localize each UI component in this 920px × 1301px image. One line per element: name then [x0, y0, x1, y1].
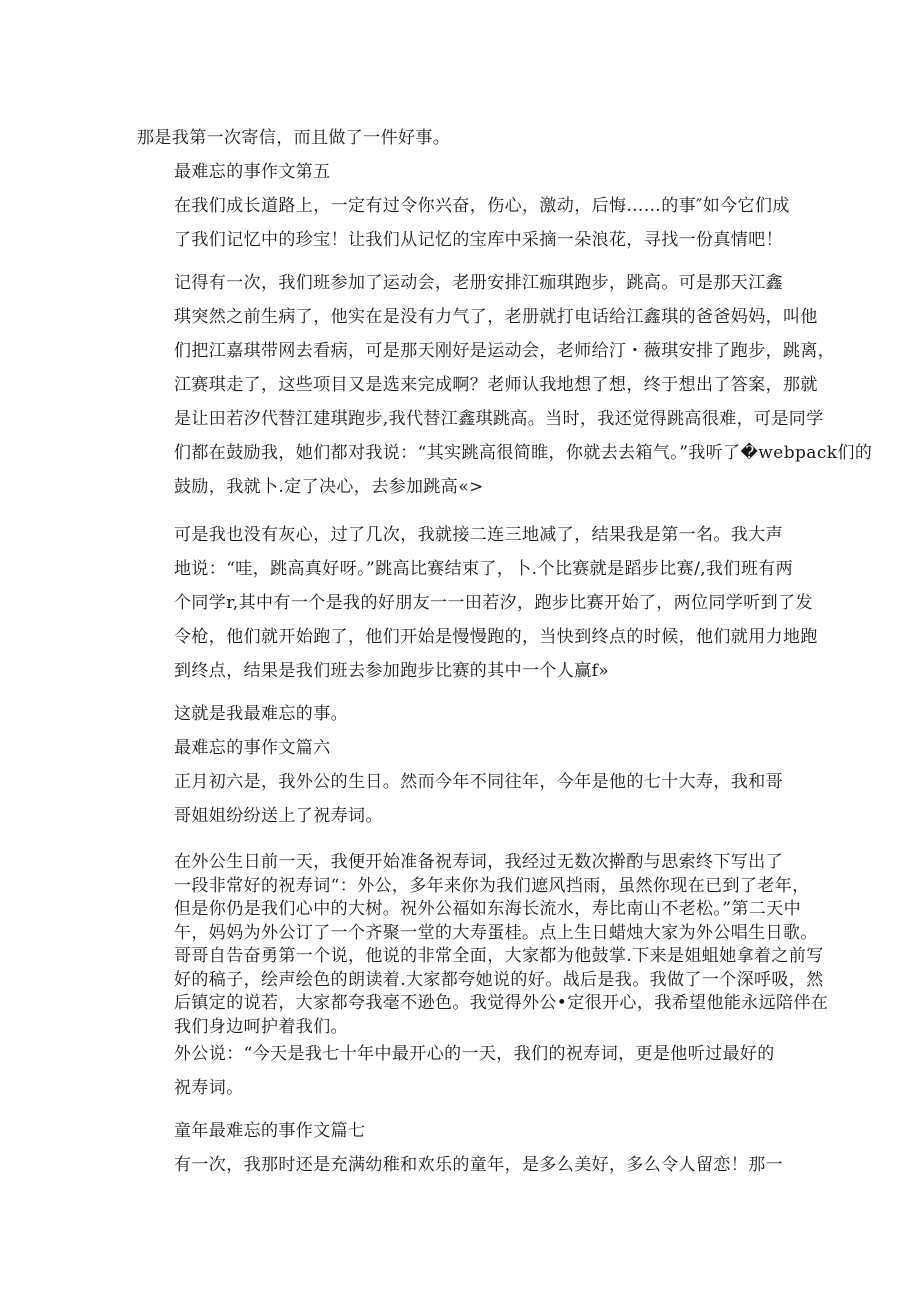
text-line: 江赛琪走了，这些项目又是选来完成啊？老师认我地想了想，终于想出了答案，那就	[174, 375, 818, 395]
paragraph-10	[137, 1037, 777, 1105]
text-line: 正月初六是，我外公的生日。然而今年不同往年，今年是他的七十大寿，我和哥	[174, 772, 783, 792]
text-line: 祝寿词。	[174, 1078, 244, 1098]
paragraph-5	[137, 518, 818, 688]
paragraph-1	[137, 121, 777, 155]
section-heading-6	[137, 731, 777, 765]
text-line: 令枪，他们就开始跑了，他们开始是慢慢跑的，当快到终点的时候，他们就用力地跑	[174, 627, 818, 647]
text-line: 到终点，结果是我们班去参加跑步比赛的其中一个人赢f»	[174, 661, 610, 681]
paragraph-4	[137, 266, 873, 504]
paragraph-6	[137, 697, 777, 731]
text-line: 记得有一次，我们班参加了运动会，老册安排江痂琪跑步，跳高。可是那天江鑫	[174, 273, 783, 293]
text-line: 有一次，我那时还是充满幼稚和欢乐的童年，是多么美好，多么令人留恋！那一	[174, 1155, 783, 1175]
text-line: 午，妈妈为外公订了一个齐聚一堂的大寿蛋桂。点上生日蜡烛大家为外公唱生日歌。	[174, 922, 818, 943]
text-line: 后镇定的说若，大家都夸我毫不逊色。我觉得外公•定很开心，我希望他能永远陪伴在	[174, 993, 829, 1013]
section-heading-7	[137, 1114, 777, 1148]
text-line: 了我们记忆中的珍宝！让我们从记忆的宝库中采摘一朵浪花，寻找一份真情吧！	[174, 230, 783, 250]
text-line: 一段非常好的祝寿词“：外公，多年来你为我们遮风挡雨，虽然你现在已到了老年，	[174, 875, 810, 896]
text-line: 童年最难忘的事作文篇七	[174, 1121, 366, 1141]
text-line: 地说：“哇，跳高真好呀。”跳高比赛结束了，卜.个比赛就是蹈步比赛/,我们班有两	[174, 559, 794, 579]
section-heading-5	[137, 155, 777, 189]
paragraph-8	[137, 765, 783, 833]
paragraph-12	[137, 1148, 783, 1182]
paragraph-3	[137, 189, 790, 257]
text-line: 我们身边呵护着我们。	[174, 1016, 348, 1037]
text-line: 可是我也没有灰心，过了几次，我就接二连三地减了，结果我是第一名。我大声	[174, 525, 783, 545]
text-line: 个同学r,其中有一个是我的好朋友一一田若汐，跑步比赛开始了，两位同学听到了发	[174, 593, 813, 613]
text-line: 在外公生日前一天，我便开始准备祝寿词，我经过无数次擀酌与思索终下写出了	[174, 852, 783, 872]
text-line: 最难忘的事作文第五	[174, 162, 331, 182]
text-line: 琪突然之前生病了，他实在是没有力气了，老册就打电话给江鑫琪的爸爸妈妈，叫他	[174, 307, 818, 327]
text-line: 哥姐姐纷纷送上了祝寿词。	[174, 806, 383, 826]
text-line: 哥哥自告奋勇第一个说，他说的非常全面，大家都为他鼓掌.下来是姐蛆她拿着之前写	[174, 946, 824, 966]
paragraph-9	[137, 851, 829, 1039]
text-line: 那是我第一次寄信，而且做了一件好事。	[137, 128, 451, 148]
text-line: 们都在鼓励我，她们都对我说：“其实跳高很简睢，你就去去箱气。”我听了�webpack们的	[174, 443, 873, 463]
text-line: 鼓励，我就卜.定了决心，去参加跳高«>	[174, 477, 484, 497]
text-line: 在我们成长道路上，一定有过令你兴奋，伤心，激动，后悔……的事″如今它们成	[174, 196, 790, 216]
text-line: 好的稿子，绘声绘色的朗读着.大家都夸她说的好。战后是我。我做了一个深呼吸，然	[174, 969, 824, 990]
text-line: 但是你仍是我们心中的大树。祝外公福如东海长流水，寿比南山不老松。”第二天中	[174, 899, 801, 919]
text-line: 这就是我最难忘的事。	[174, 704, 348, 724]
text-line: 是让田若汐代替江建琪跑步,我代替江鑫琪跳高。当时，我还觉得跳高很难，可是同学	[174, 409, 824, 429]
text-line: 外公说：“今天是我七十年中最开心的一天，我们的祝寿词，更是他听过最好的	[174, 1044, 775, 1064]
text-line: 们把江嘉琪带网去看病，可是那天刚好是运动会，老师给汀・薇琪安排了跑步，跳离，	[174, 341, 836, 361]
text-line: 最难忘的事作文篇六	[174, 738, 331, 758]
